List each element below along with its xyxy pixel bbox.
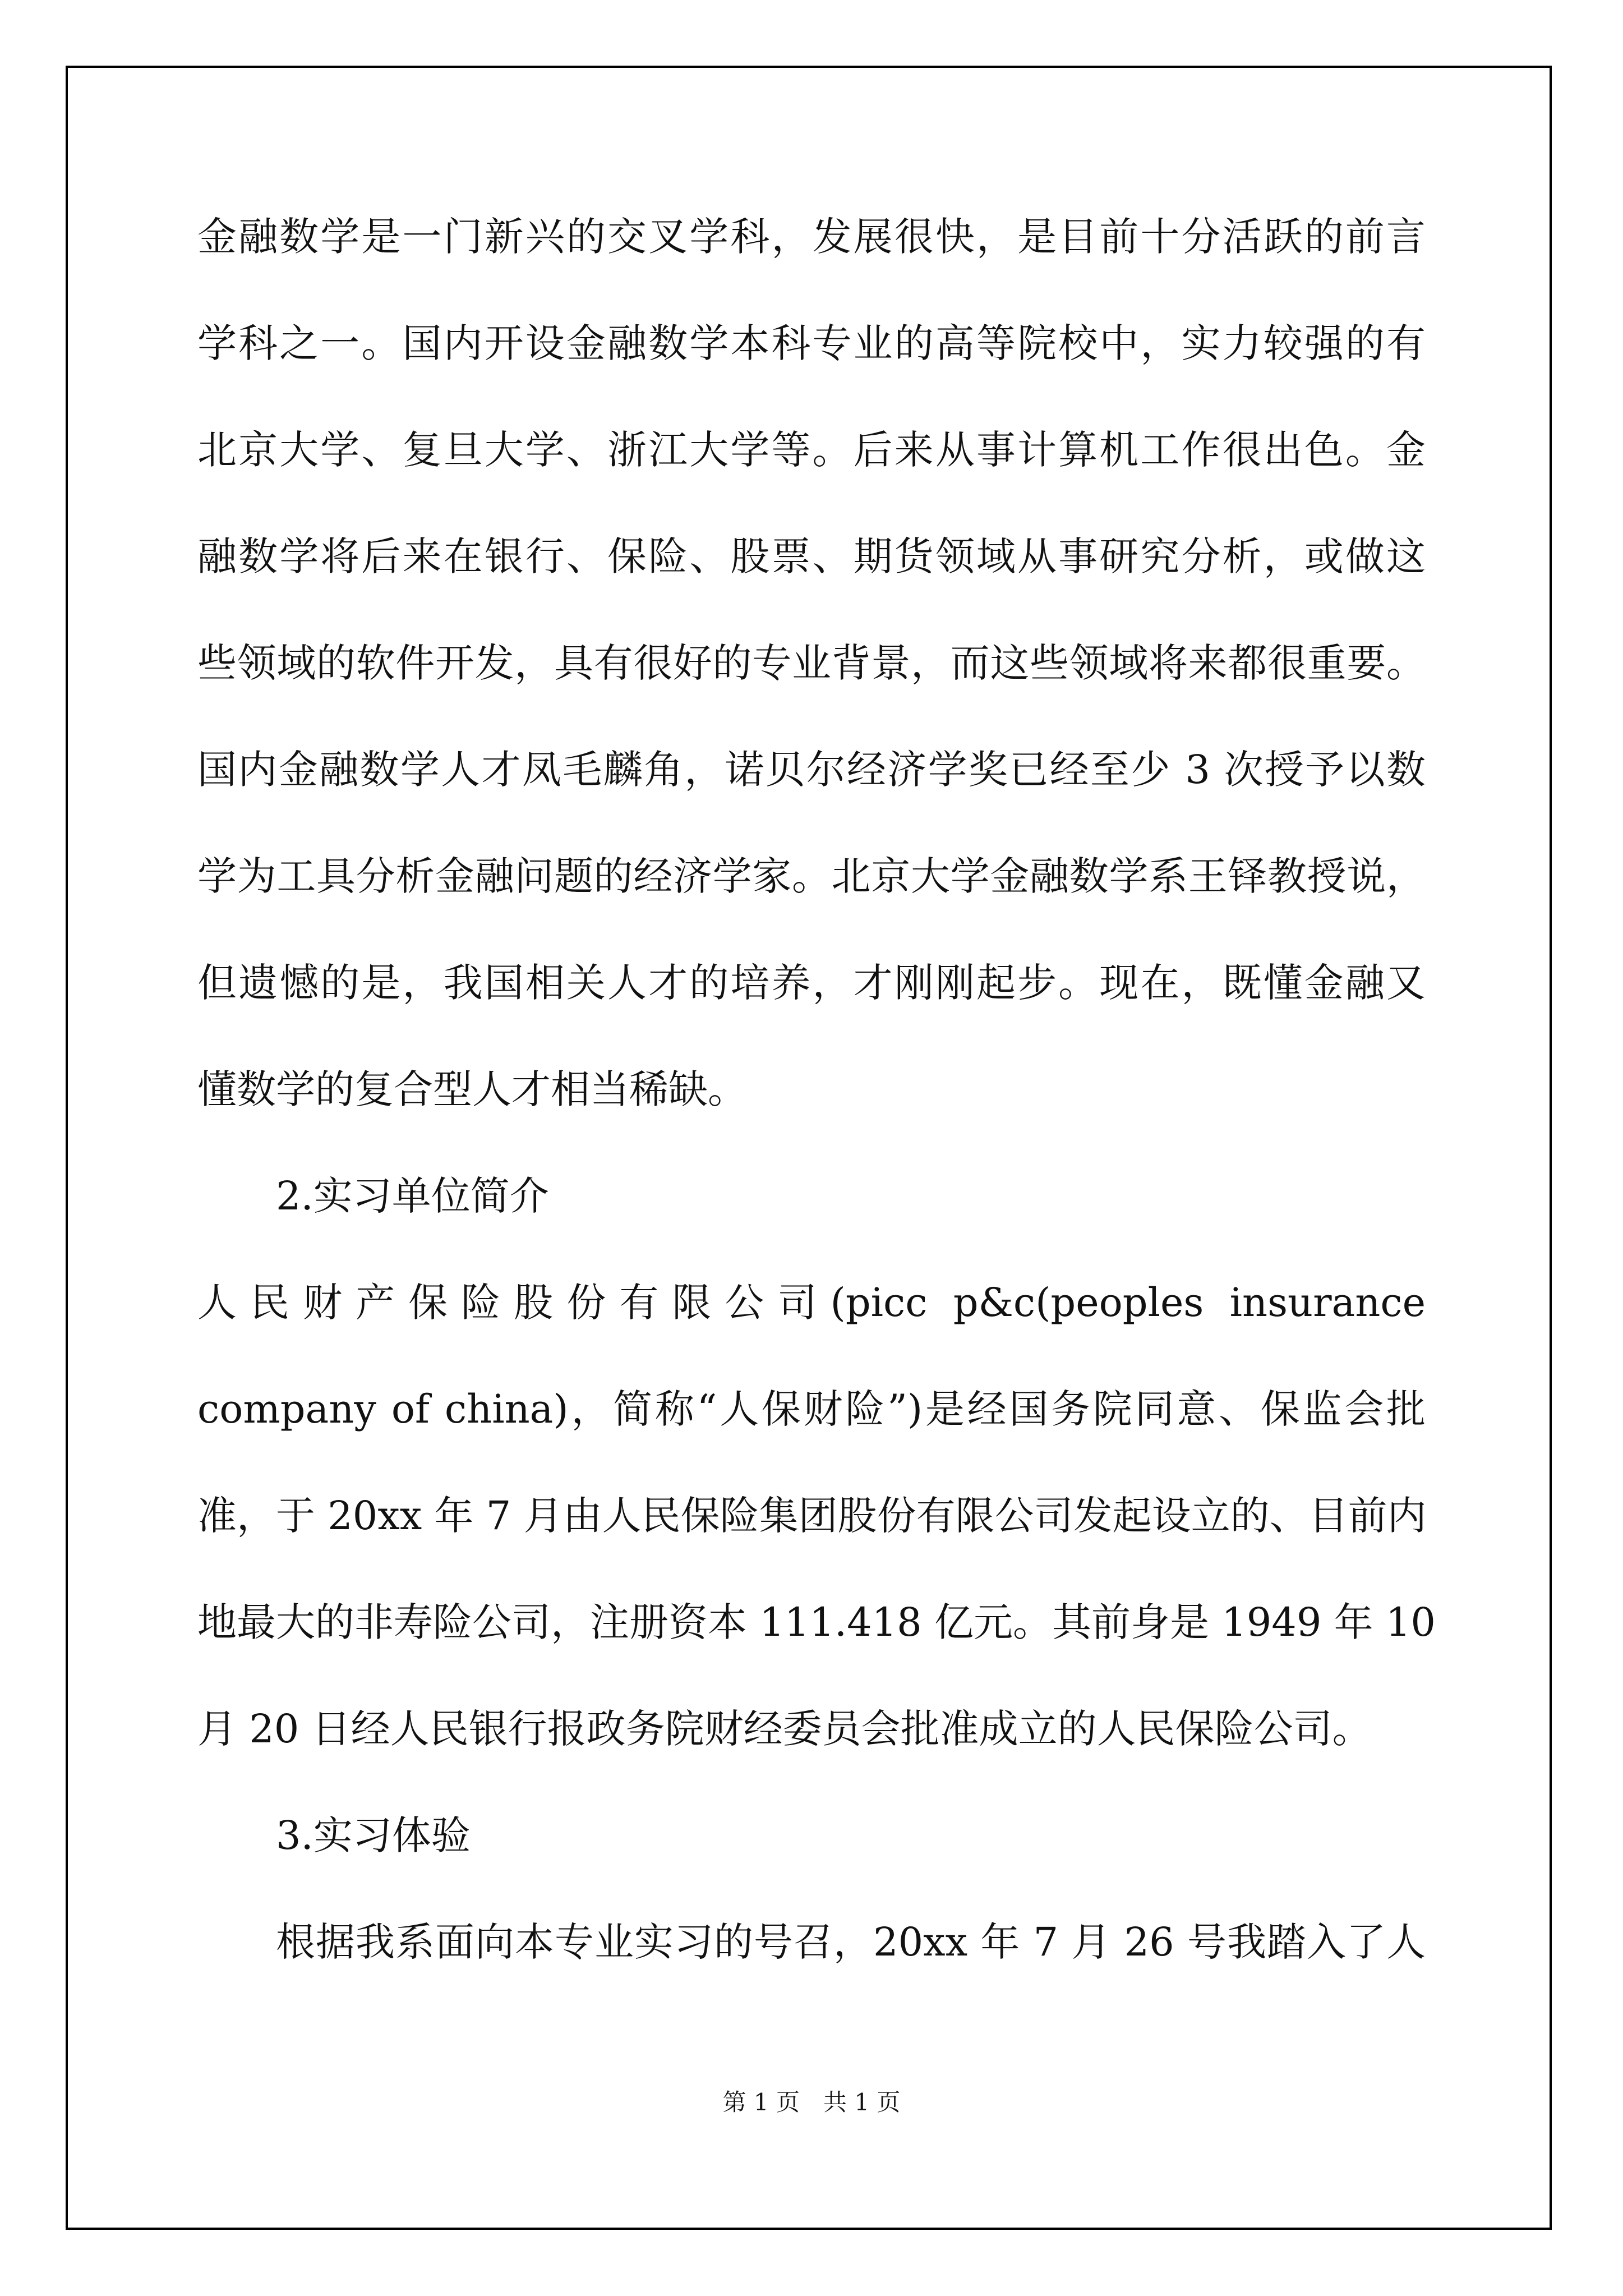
page-number-footer: 第 1 页 共 1 页 xyxy=(722,2088,901,2116)
paragraph-line: 学科之一。国内开设金融数学本科专业的高等院校中，实力较强的有 xyxy=(197,320,1426,366)
paragraph-line: 人民财产保险股份有限公司(picc p&c(peoples insurance xyxy=(197,1280,1426,1326)
paragraph-line: 些领域的软件开发，具有很好的专业背景，而这些领域将来都很重要。 xyxy=(197,640,1426,686)
paragraph-line: 国内金融数学人才凤毛麟角，诺贝尔经济学奖已经至少 3 次授予以数 xyxy=(197,747,1426,793)
paragraph-line: 北京大学、复旦大学、浙江大学等。后来从事计算机工作很出色。金 xyxy=(197,427,1426,473)
paragraph-line: 金融数学是一门新兴的交叉学科，发展很快，是目前十分活跃的前言 xyxy=(197,214,1426,260)
paragraph-line: company of china)，简称“人保财险”)是经国务院同意、保监会批 xyxy=(197,1386,1426,1432)
paragraph-line: 地最大的非寿险公司，注册资本 111.418 亿元。其前身是 1949 年 10 xyxy=(197,1599,1436,1645)
paragraph-line: 月 20 日经人民银行报政务院财经委员会批准成立的人民保险公司。 xyxy=(197,1706,1372,1752)
paragraph-line: 但遗憾的是，我国相关人才的培养，才刚刚起步。现在，既懂金融又 xyxy=(197,960,1426,1006)
section-heading: 3.实习体验 xyxy=(276,1812,471,1858)
paragraph-line: 根据我系面向本专业实习的号召，20xx 年 7 月 26 号我踏入了人 xyxy=(276,1919,1426,1965)
paragraph-line: 懂数学的复合型人才相当稀缺。 xyxy=(197,1066,747,1112)
paragraph-line: 融数学将后来在银行、保险、股票、期货领域从事研究分析，或做这 xyxy=(197,533,1426,579)
paragraph-line: 准，于 20xx 年 7 月由人民保险集团股份有限公司发起设立的、目前内 xyxy=(197,1493,1427,1539)
section-heading: 2.实习单位简介 xyxy=(276,1173,549,1219)
page-border xyxy=(66,66,1552,2230)
paragraph-line: 学为工具分析金融问题的经济学家。北京大学金融数学系王铎教授说， xyxy=(197,853,1426,899)
